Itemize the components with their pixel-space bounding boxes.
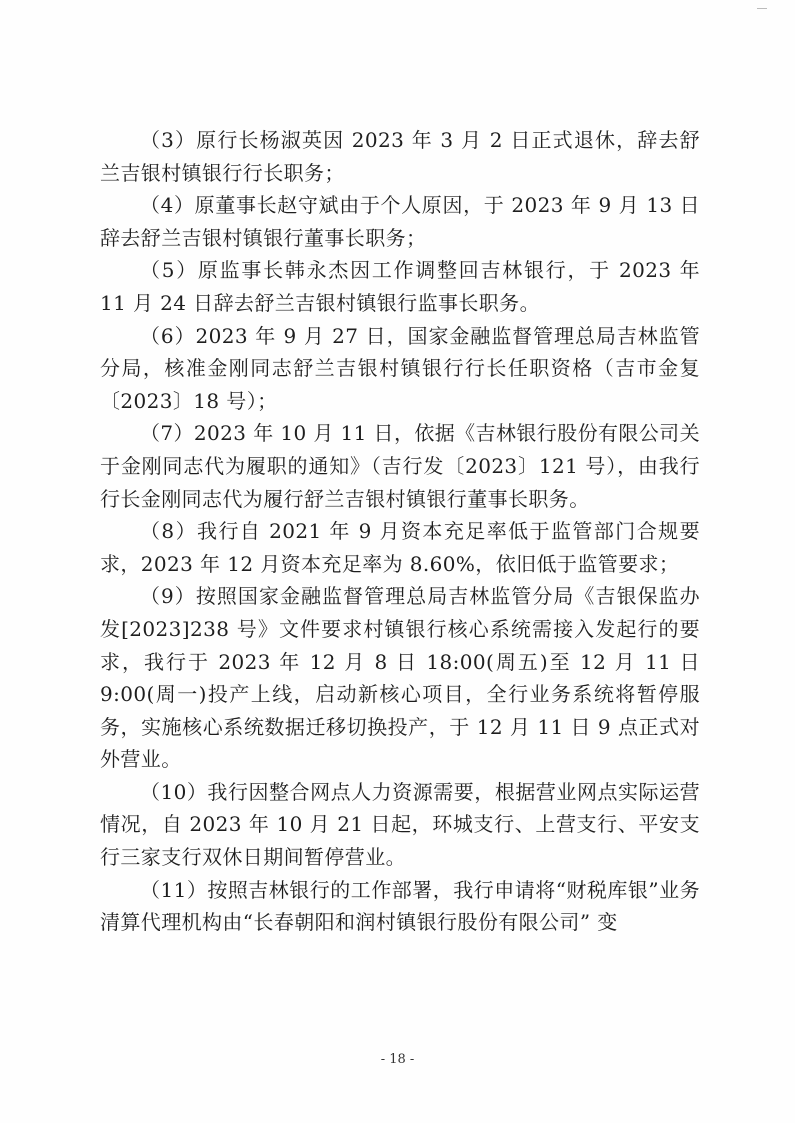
paragraph-4: （4）原董事长赵守斌由于个人原因，于 2023 年 9 月 13 日辞去舒兰吉银村镇银行董事长职务； xyxy=(100,193,700,250)
page-number: - 18 - xyxy=(380,1052,415,1067)
document-body xyxy=(100,124,700,939)
paragraph-10: （10）我行因整合网点人力资源需要，根据营业网点实际运营情况，自 2023 年 10 月 21 日起，环城支行、上营支行、平安支行三家支行双休日期间暂停营业。 xyxy=(100,779,700,870)
paragraph-11: （11）按照吉林银行的工作部署，我行申请将“财税库银”业务清算代理机构由“长春朝阳和润村镇银行股份有限公司” 变 xyxy=(100,877,700,935)
paragraph-7: （7）2023 年 10 月 11 日，依据《吉林银行股份有限公司关于金刚同志代为履职的通知》（吉行发〔2023〕121 号），由我行行长金刚同志代为履行舒兰吉银村镇银行董事长职务。 xyxy=(100,421,700,511)
paragraph-5: （5）原监事长韩永杰因工作调整回吉林银行，于 2023 年 11 月 24 日辞去舒兰吉银村镇银行监事长职务。 xyxy=(100,258,700,315)
paragraph-8: （8）我行自 2021 年 9 月资本充足率低于监管部门合规要求，2023 年 12 月资本充足率为 8.60%，依旧低于监管要求； xyxy=(100,519,700,576)
paragraph-3: （3）原行长杨淑英因 2023 年 3 月 2 日正式退休，辞去舒兰吉银村镇银行行长职务； xyxy=(100,128,700,185)
paragraph-9: （9）按照国家金融监督管理总局吉林监管分局《吉银保监办发[2023]238 号》文件要求村镇银行核心系统需接入发起行的要求，我行于 2023 年 12 月 8 日 18:00(周五)至 12 月 11 日 9:00(周一)投产上线，启动新核心项目，全行业务系统将暂停服务，实施核心系统数据迁移切换投产，于 12 月 11 日 9 点正式对外营业。 xyxy=(100,584,700,772)
scan-artifact xyxy=(757,8,767,15)
paragraph-6: （6）2023 年 9 月 27 日，国家金融监督管理总局吉林监管分局，核准金刚同志舒兰吉银村镇银行行长任职资格（吉市金复〔2023〕18 号）； xyxy=(100,323,700,413)
